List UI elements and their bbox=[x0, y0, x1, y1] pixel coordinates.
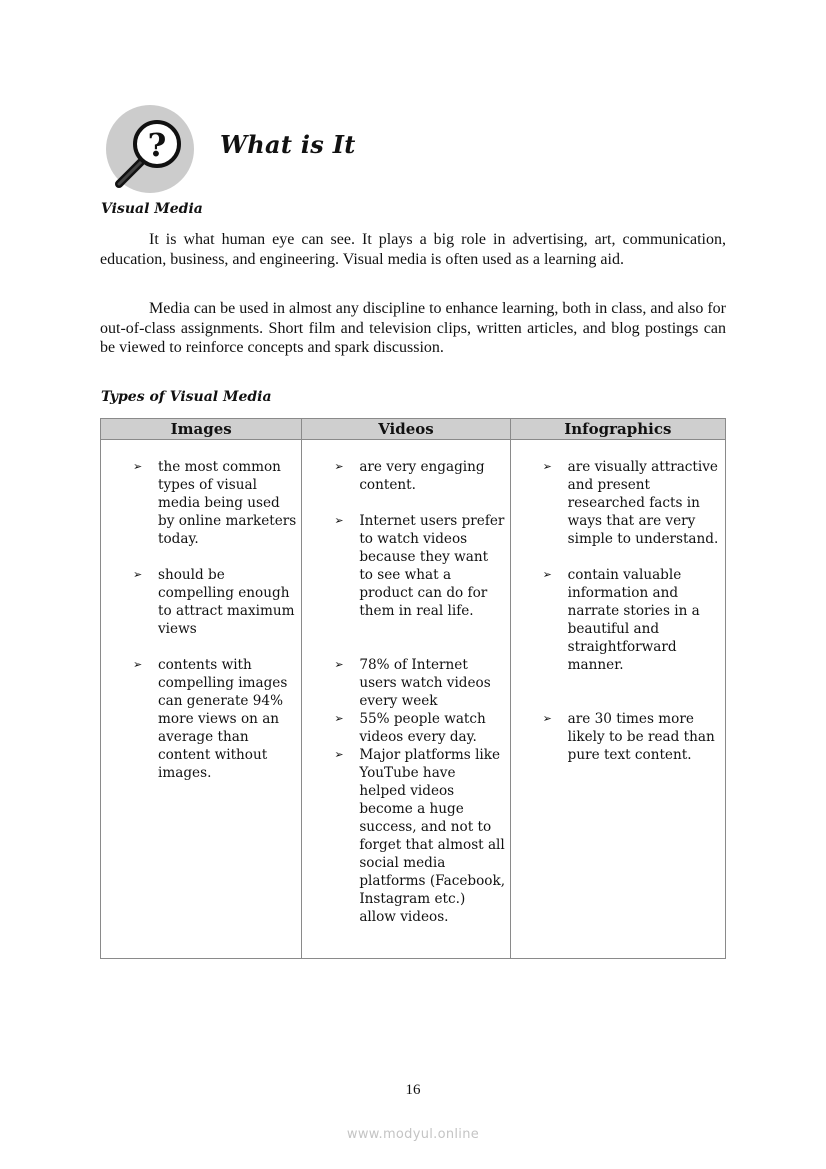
list-item-text: contents with compelling images can generate 94% more views on an average than content without images. bbox=[158, 657, 288, 781]
list-item bbox=[101, 458, 301, 548]
infographics-cell bbox=[510, 440, 725, 959]
arrow-bullet-icon: ➢ bbox=[334, 514, 344, 527]
arrow-bullet-icon: ➢ bbox=[542, 712, 552, 725]
list-item-text: Major platforms like YouTube have helped videos become a huge success, and not to forget that almost all social media platforms (Facebook, Instagram etc.) allow videos. bbox=[359, 747, 506, 925]
list-item bbox=[302, 710, 509, 746]
list-item-text: are 30 times more likely to be read than pure text content. bbox=[567, 711, 715, 763]
arrow-bullet-icon: ➢ bbox=[133, 568, 143, 581]
list-item bbox=[101, 566, 301, 638]
table-header-row bbox=[101, 419, 726, 440]
table-row bbox=[101, 440, 726, 959]
images-list bbox=[101, 458, 301, 782]
list-item bbox=[302, 458, 509, 494]
column-header-images: Images bbox=[101, 419, 302, 440]
arrow-bullet-icon: ➢ bbox=[133, 658, 143, 671]
list-item bbox=[511, 566, 725, 674]
list-item bbox=[101, 656, 301, 782]
types-of-visual-media-table bbox=[100, 418, 726, 959]
list-item-text: are visually attractive and present researched facts in ways that are very simple to understand. bbox=[567, 459, 719, 547]
list-item bbox=[302, 512, 509, 620]
list-item bbox=[302, 746, 509, 926]
visual-media-heading: Visual Media bbox=[101, 201, 203, 217]
arrow-bullet-icon: ➢ bbox=[334, 658, 344, 671]
list-item-text: 55% people watch videos every day. bbox=[359, 711, 486, 745]
column-header-infographics: Infographics bbox=[510, 419, 725, 440]
videos-cell bbox=[302, 440, 510, 959]
column-header-videos: Videos bbox=[302, 419, 510, 440]
list-item bbox=[511, 458, 725, 548]
arrow-bullet-icon: ➢ bbox=[334, 460, 344, 473]
list-item-text: should be compelling enough to attract maximum views bbox=[158, 567, 295, 637]
intro-paragraph-2: Media can be used in almost any discipline to enhance learning, both in class, and also for out-of-class assignments. Short film and television clips, written articles, and blog postings can be viewed to reinforce concepts and spark discussion. bbox=[100, 300, 726, 356]
list-item bbox=[511, 710, 725, 764]
magnifier-question-icon bbox=[105, 104, 195, 194]
svg-text:?: ? bbox=[147, 126, 167, 164]
list-item-text: contain valuable information and narrate stories in a beautiful and straightforward manner. bbox=[567, 567, 700, 673]
arrow-bullet-icon: ➢ bbox=[334, 712, 344, 725]
arrow-bullet-icon: ➢ bbox=[542, 568, 552, 581]
images-cell bbox=[101, 440, 302, 959]
page-number: 16 bbox=[405, 1082, 421, 1098]
arrow-bullet-icon: ➢ bbox=[334, 748, 344, 761]
arrow-bullet-icon: ➢ bbox=[133, 460, 143, 473]
list-item-text: 78% of Internet users watch videos every week bbox=[359, 657, 491, 709]
list-item-text: Internet users prefer to watch videos because they want to see what a product can do for them in real life. bbox=[359, 513, 505, 619]
watermark-link[interactable]: www.modyul.online bbox=[346, 1127, 480, 1142]
list-item bbox=[302, 656, 509, 710]
intro-paragraph-1: It is what human eye can see. It plays a big role in advertising, art, communication, education, business, and engineering. Visual media is often used as a learning aid. bbox=[100, 231, 726, 268]
list-item-text: are very engaging content. bbox=[359, 459, 485, 493]
section-title: What is It bbox=[220, 130, 356, 159]
list-item-text: the most common types of visual media being used by online marketers today. bbox=[158, 459, 297, 547]
arrow-bullet-icon: ➢ bbox=[542, 460, 552, 473]
videos-list bbox=[302, 458, 509, 926]
infographics-list bbox=[511, 458, 725, 764]
types-heading: Types of Visual Media bbox=[101, 389, 272, 405]
